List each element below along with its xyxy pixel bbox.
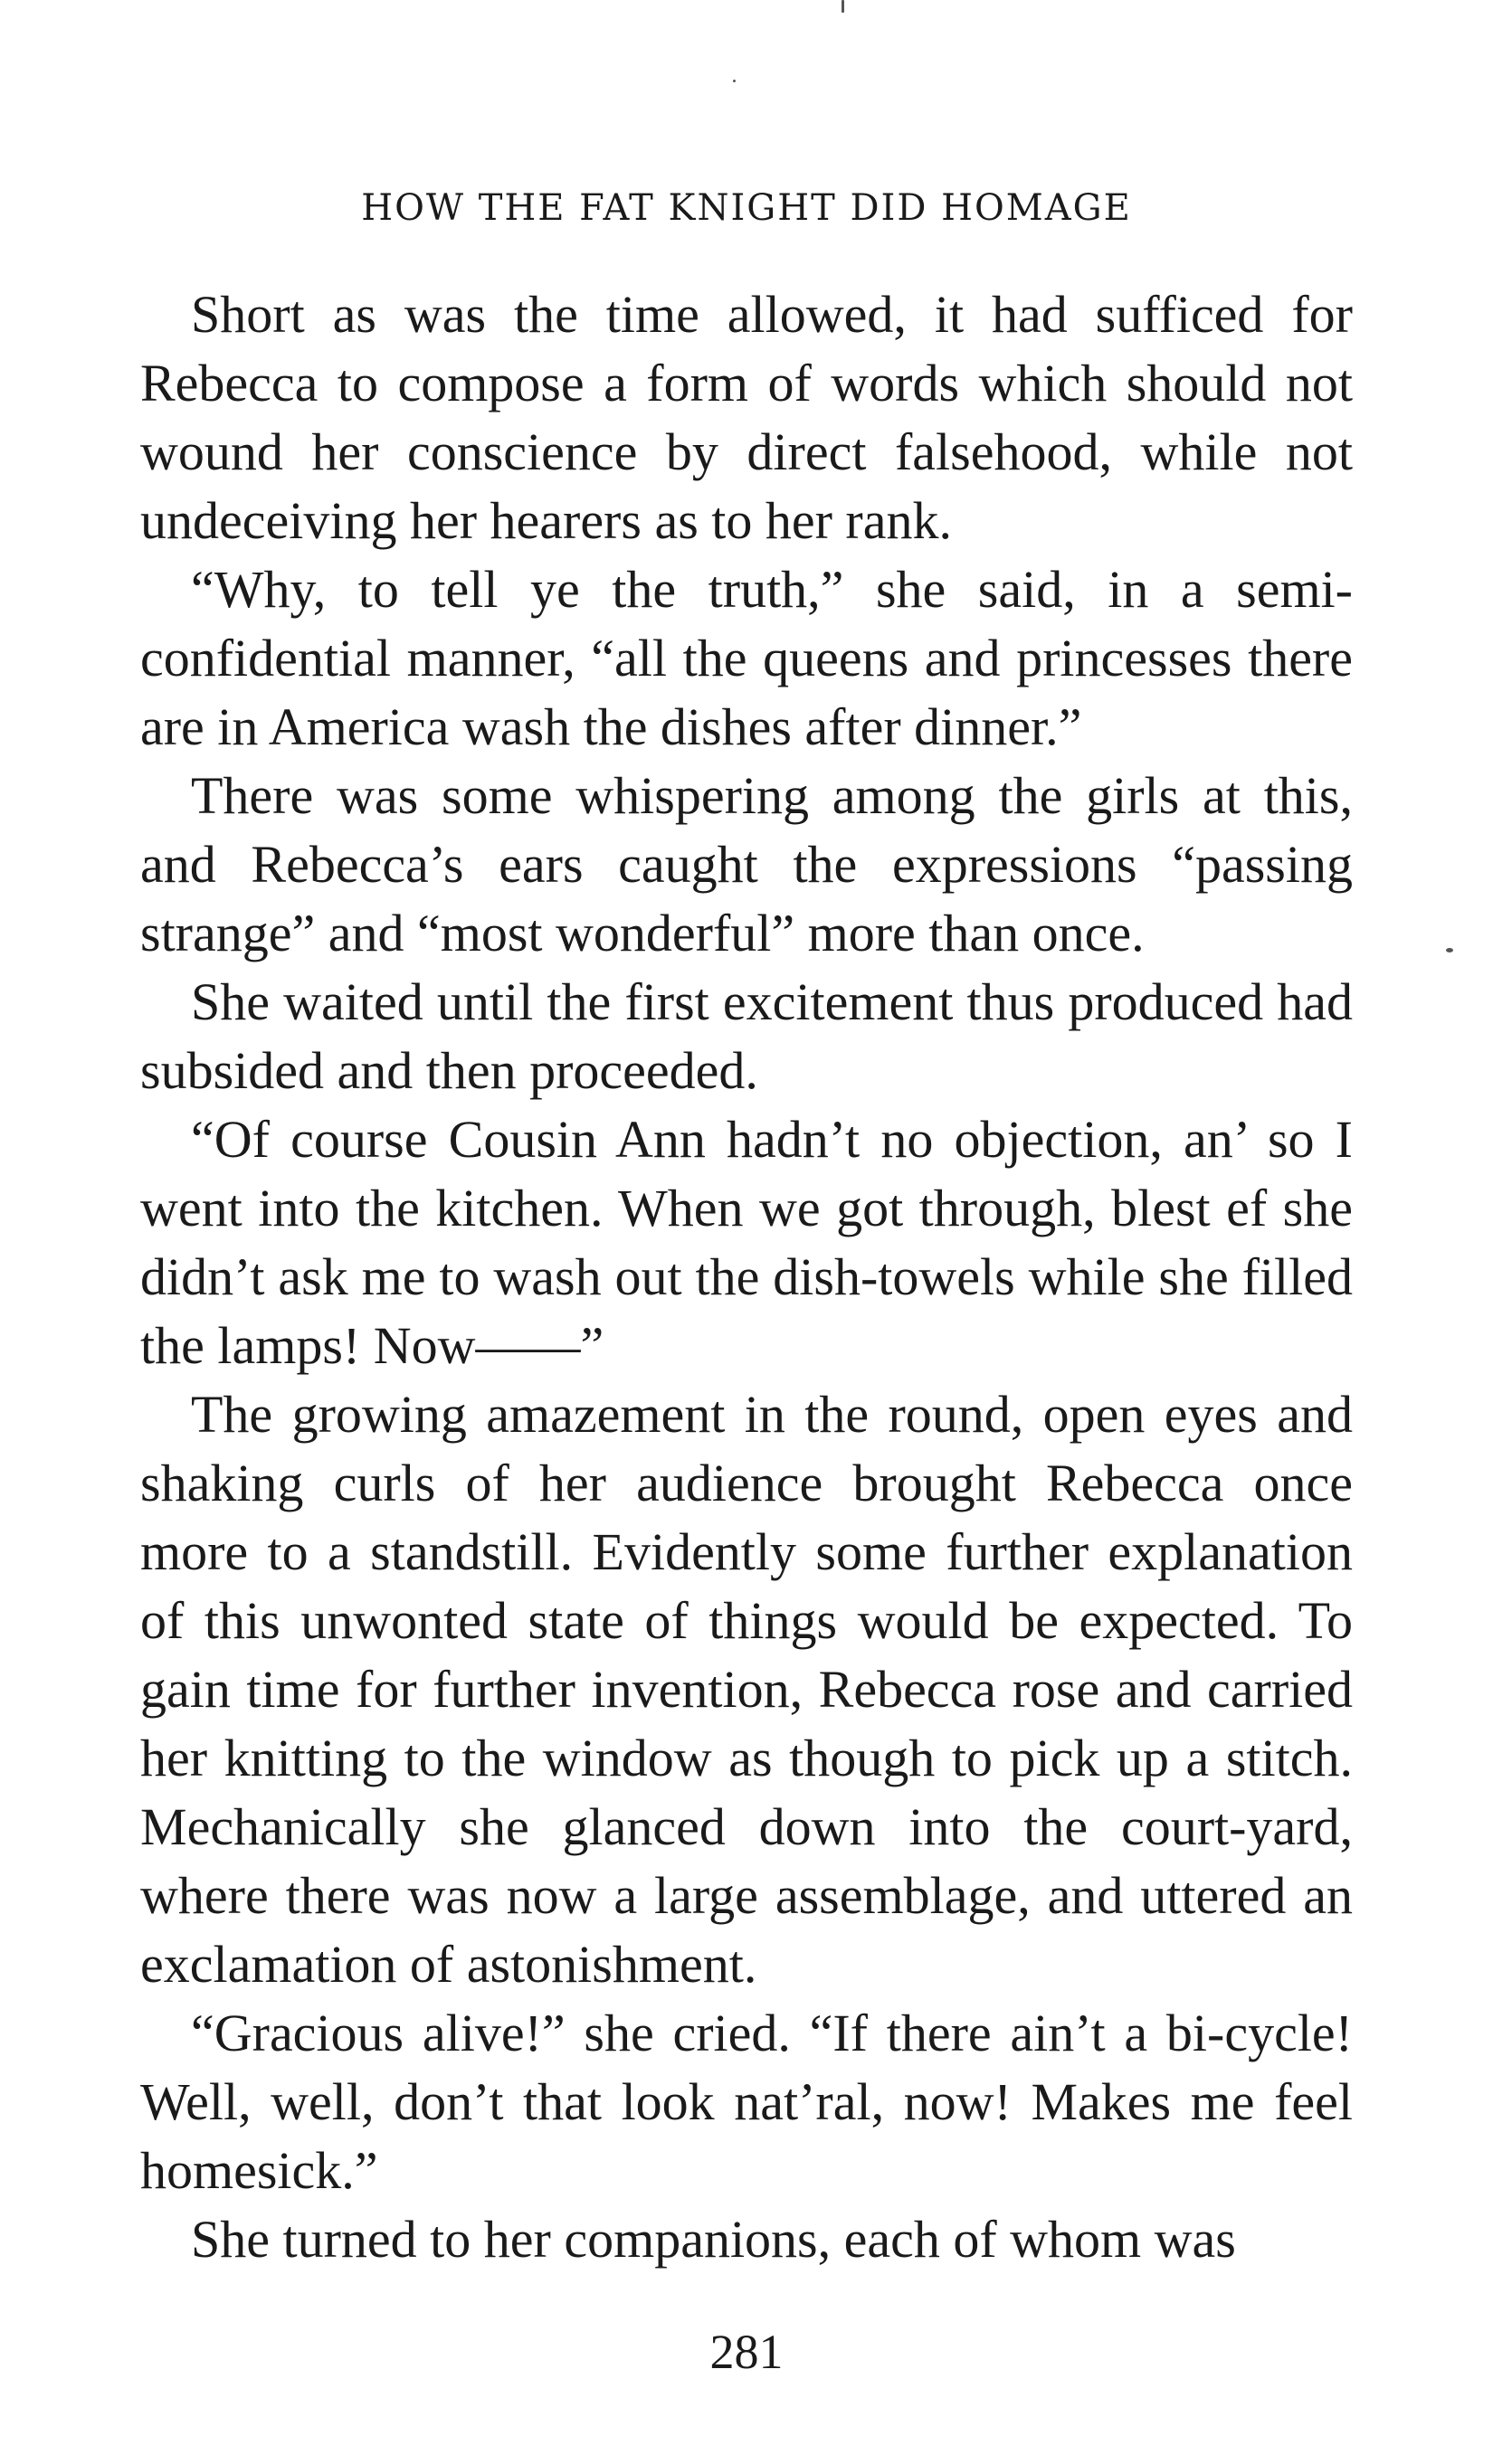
running-head: HOW THE FAT KNIGHT DID HOMAGE [361, 187, 1132, 229]
paragraph: She waited until the first excitement thus produced had subsided and then proceeded. [140, 972, 1353, 1100]
paragraph: Short as was the time allowed, it had sufficed for Rebecca to compose a form of words which should not wound her conscience by direct falsehood, while not undeceiving her hearers as to her rank. [140, 285, 1353, 550]
paragraph: “Why, to tell ye the truth,” she said, in a semi-confidential manner, “all the queens and princesses there are in America wash the dishes after dinner.” [140, 560, 1353, 756]
paragraph: “Gracious alive!” she cried. “If there ain’t a bi-cycle! Well, well, don’t that look nat’ral, now! Makes me feel homesick.” [140, 2004, 1353, 2200]
paragraph: There was some whispering among the girls at this, and Rebecca’s ears caught the expressions “passing strange” and “most wonderful” more than once. [140, 766, 1353, 962]
paragraph: The growing amazement in the round, open eyes and shaking curls of her audience brought Rebecca once more to a standstill. Evidently some further explanation of this unwonted state of things would be expected. To gain time for further invention, Rebecca rose and carried her knitting to the window as though to pick up a stitch. Mechanically she glanced down into the court-yard, where there was now a large assemblage, and uttered an exclamation of astonishment. [140, 1385, 1353, 1994]
page-number: 281 [709, 2325, 784, 2379]
print-speck [842, 0, 844, 13]
paragraph: She turned to her companions, each of whom was [191, 2210, 1236, 2269]
body-text [140, 280, 1353, 2274]
print-speck [1446, 948, 1453, 952]
paragraph: “Of course Cousin Ann hadn’t no objection, an’ so I went into the kitchen. When we got through, blest ef she didn’t ask me to wash out the dish-towels while she filled the lamps! Now——” [140, 1110, 1353, 1375]
print-speck [733, 80, 736, 82]
